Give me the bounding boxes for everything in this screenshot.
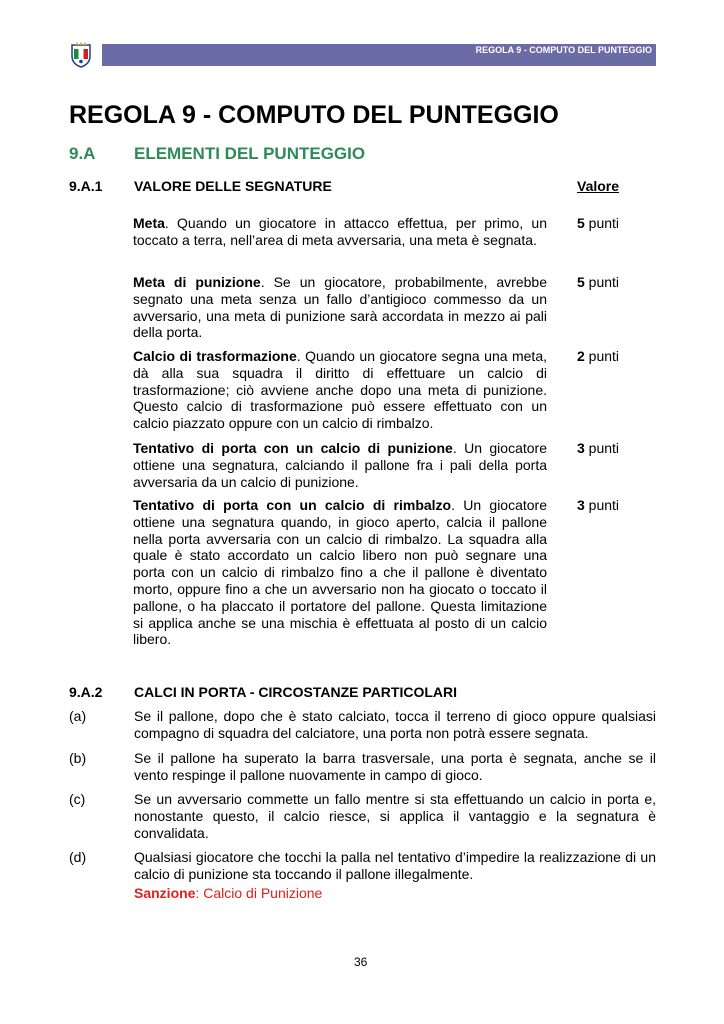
section-title: ELEMENTI DEL PUNTEGGIO bbox=[134, 144, 366, 163]
score-description bbox=[133, 348, 547, 432]
score-term: Tentativo di porta con un calcio di rimbalzo bbox=[133, 497, 452, 513]
federation-crest-icon bbox=[69, 42, 93, 68]
points-unit: punti bbox=[584, 274, 620, 290]
section-number: 9.A bbox=[69, 144, 96, 163]
score-description bbox=[133, 497, 547, 648]
score-points bbox=[577, 215, 619, 232]
subsection-title: CALCI IN PORTA - CIRCOSTANZE PARTICOLARI bbox=[134, 684, 458, 700]
score-points bbox=[577, 440, 619, 457]
item-text: Qualsiasi giocatore che tocchi la palla nel tentativo d’impedire la realizzazione di un calcio di punizione sta toccando il pallone illegalmente. bbox=[134, 849, 656, 882]
sanction-note bbox=[134, 885, 322, 902]
subsection-title: VALORE DELLE SEGNATURE bbox=[134, 178, 332, 194]
points-unit: punti bbox=[584, 440, 620, 456]
item-label: (c) bbox=[69, 791, 86, 807]
score-term: Calcio di trasformazione bbox=[133, 348, 297, 364]
score-text: . Un giocatore ottiene una segnatura, calciando il pallone fra i pali della porta avversaria da un calcio di punizione. bbox=[133, 440, 547, 490]
points-value: 5 bbox=[577, 274, 585, 290]
value-column-header: Valore bbox=[577, 178, 620, 194]
score-description bbox=[133, 274, 547, 341]
item-label: (d) bbox=[69, 849, 87, 865]
sanction-label: Sanzione bbox=[134, 885, 196, 901]
score-text: . Quando un giocatore segna una meta, dà alla sua squadra il diritto di effettuare un calcio di trasformazione; ciò avviene anche dopo una meta di punizione. Questo calcio di trasformazione può essere effettuato con un calcio piazzato oppure con un calcio di rimbalzo. bbox=[133, 348, 547, 432]
score-points bbox=[577, 497, 619, 514]
score-text: . Quando un giocatore in attacco effettua, per primo, un toccato a terra, nell’area di meta avversaria, una meta è segnata. bbox=[133, 215, 547, 248]
score-term: Tentativo di porta con un calcio di punizione bbox=[133, 440, 453, 456]
score-text: . Un giocatore ottiene una segnatura quando, in gioco aperto, calcia il pallone nella porta avversaria con un calcio di rimbalzo. La squadra alla quale è stato accordato un calcio libero non può segnare una porta con un calcio di rimbalzo fino a che il pallone è diventato morto, oppure fino a che un avversario non ha giocato o toccato il pallone, o ha placcato il portatore del pallone. Questa limitazione si applica anche se una mischia è effettuata al posto di un calcio libero. bbox=[133, 497, 547, 648]
points-value: 2 bbox=[577, 348, 585, 364]
subsection-number: 9.A.2 bbox=[69, 684, 103, 700]
item-text: Se il pallone ha superato la barra trasversale, una porta è segnata, anche se il vento respinge il pallone nuovamente in campo di gioco. bbox=[134, 750, 656, 783]
sanction-text: : Calcio di Punizione bbox=[195, 885, 323, 901]
running-title: REGOLA 9 - COMPUTO DEL PUNTEGGIO bbox=[475, 45, 652, 55]
item-label: (a) bbox=[69, 708, 87, 724]
score-points bbox=[577, 348, 619, 365]
score-description bbox=[133, 440, 547, 490]
page-title: REGOLA 9 - COMPUTO DEL PUNTEGGIO bbox=[69, 101, 559, 129]
item-text: Se il pallone, dopo che è stato calciato, tocca il terreno di gioco oppure qualsiasi compagno di squadra del calciatore, una porta non potrà essere segnata. bbox=[134, 708, 656, 741]
points-unit: punti bbox=[584, 348, 620, 364]
points-value: 3 bbox=[577, 497, 585, 513]
score-description bbox=[133, 215, 547, 249]
points-unit: punti bbox=[584, 497, 620, 513]
item-text: Se un avversario commette un fallo mentre si sta effettuando un calcio in porta e, nonostante questo, il calcio riesce, si applica il vantaggio e la segnatura è convalidata. bbox=[134, 791, 656, 841]
header-band bbox=[102, 44, 656, 66]
item-label: (b) bbox=[69, 750, 87, 766]
points-value: 3 bbox=[577, 440, 585, 456]
score-text: . Se un giocatore, probabilmente, avrebbe segnato una meta senza un fallo d’antigioco commesso da un avversario, una meta di punizione sarà accordata in mezzo ai pali della porta. bbox=[133, 274, 547, 341]
page-number: 36 bbox=[354, 955, 368, 969]
score-term: Meta di punizione bbox=[133, 274, 261, 290]
score-points bbox=[577, 274, 619, 291]
subsection-number: 9.A.1 bbox=[69, 178, 103, 194]
points-value: 5 bbox=[577, 215, 585, 231]
score-term: Meta bbox=[133, 215, 165, 231]
points-unit: punti bbox=[584, 215, 620, 231]
